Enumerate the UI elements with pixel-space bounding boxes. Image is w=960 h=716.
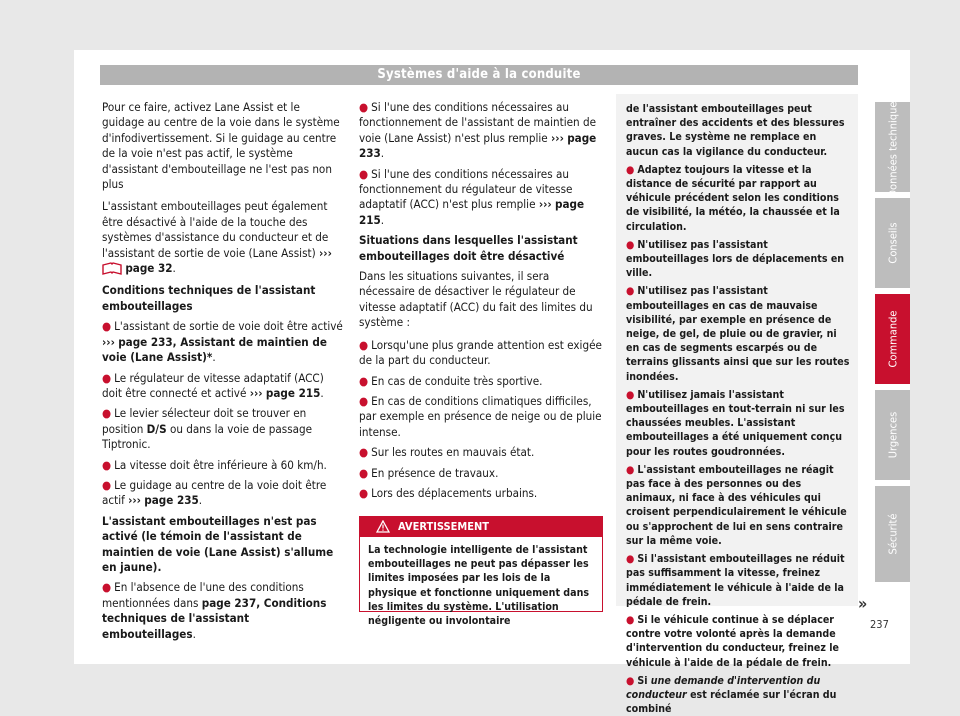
list-item: ● Si l'une des conditions nécessaires au fonctionnement de l'assistant de maintien de voie (Lane Assist) n'est plus remplie ››› page 233. xyxy=(359,100,597,161)
list-item: ● L'assistant embouteillages ne réagit pas face à des personnes ou des animaux, ni face à des véhicules qui croisent perpendiculairement le véhicule ou s'approchent de lui en sens contraire sur la même voie. xyxy=(626,463,847,547)
warning-box xyxy=(359,516,603,628)
list-item: ● En l'absence de l'une des conditions mentionnées dans page 237, Conditions techniques de l'assistant embouteillages. xyxy=(102,580,327,641)
list-item: ● Le régulateur de vitesse adaptatif (ACC) doit être connecté et activé ››› page 215. xyxy=(102,370,324,400)
paragraph: Pour ce faire, activez Lane Assist et le guidage au centre de la voie dans le système d'infodivertissement. Si le guidage au centre de la voie n'est pas actif, le système d'assistant d'embouteillage ne l'est pas non plus xyxy=(102,100,340,192)
list-item: ● Le levier sélecteur doit se trouver en position D/S ou dans la voie de passage Tiptronic. xyxy=(102,406,313,452)
list-item: ● Adaptez toujours la vitesse et la distance de sécurité par rapport au véhicule précédent selon les conditions de visibilité, la météo, la chaussée et la circulation. xyxy=(626,163,840,233)
tab-urgences[interactable]: Urgences xyxy=(875,390,910,480)
list-item: ● En présence de travaux. xyxy=(359,465,499,480)
list-item: ● Si l'assistant embouteillages ne réduit pas suffisamment la vitesse, freinez immédiatement le véhicule à l'aide de la pédale de frein. xyxy=(626,553,845,608)
section-heading: L'assistant embouteillages n'est pas activé (le témoin de l'assistant de maintien de voie (Lane Assist) s'allume en jaune). xyxy=(102,513,334,574)
list-item: ● En cas de conduite très sportive. xyxy=(359,373,543,388)
warning-continuation xyxy=(616,94,858,716)
tab-commande[interactable]: Commande xyxy=(875,294,910,384)
column-2 xyxy=(359,100,602,506)
warning-text: La technologie intelligente de l'assistant embouteillages ne peut pas dépasser les limites imposées par les lois de la physique et fonctionne uniquement dans les limites du système. L'utilisation négligente ou involontaire xyxy=(368,544,590,628)
paragraph: L'assistant embouteillages peut également être désactivé à l'aide de la touche des systèmes d'assistance du conducteur et de l'assistant de sortie de voie (Lane Assist) ››› page 32. xyxy=(102,199,332,276)
list-item: ● Lorsqu'une plus grande attention est exigée de la part du conducteur. xyxy=(359,337,602,368)
tab-donnees-techniques[interactable]: Données techniques xyxy=(875,102,910,192)
list-item: ● Si le véhicule continue à se déplacer contre votre volonté après la demande d'intervention du conducteur, freinez le véhicule à l'aide de la pédale de frein. xyxy=(626,613,839,669)
list-item: ● N'utilisez jamais l'assistant embouteillages en tout-terrain ni sur les chaussées meubles. L'assistant embouteillages a été uniquement conçu pour les routes goudronnées. xyxy=(626,388,845,458)
list-item: ● Lors des déplacements urbains. xyxy=(359,485,538,500)
tab-conseils[interactable]: Conseils xyxy=(875,198,910,288)
list-item: ● N'utilisez pas l'assistant embouteillages en cas de mauvaise visibilité, par exemple en présence de neige, de gel, de pluie ou de gravier, ni en cas de segments escarpés ou de terrains glissants ainsi que sur les routes inondées. xyxy=(626,285,850,383)
list-item: ● La vitesse doit être inférieure à 60 km/h. xyxy=(102,457,327,472)
warning-header: AVERTISSEMENT xyxy=(360,517,602,537)
section-heading: Situations dans lesquelles l'assistant embouteillages doit être désactivé xyxy=(359,233,578,263)
list-item: ● Le guidage au centre de la voie doit être actif ››› page 235. xyxy=(102,477,327,508)
tab-securite[interactable]: Sécurité xyxy=(875,486,910,582)
section-heading: Conditions techniques de l'assistant embouteillages xyxy=(102,283,316,313)
page-header: Systèmes d'aide à la conduite xyxy=(100,65,858,85)
continue-marker: » xyxy=(858,594,868,613)
list-item: ● En cas de conditions climatiques difficiles, par exemple en présence de neige ou de pluie intense. xyxy=(359,393,602,439)
list-item: ● L'assistant de sortie de voie doit être activé ››› page 233, Assistant de maintien de voie (Lane Assist)*. xyxy=(102,319,343,365)
warning-triangle-icon xyxy=(376,520,390,533)
list-item: ● N'utilisez pas l'assistant embouteillages lors de déplacements en ville. xyxy=(626,238,845,280)
list-item: ● Sur les routes en mauvais état. xyxy=(359,445,535,460)
paragraph: Dans les situations suivantes, il sera nécessaire de désactiver le régulateur de vitesse adaptatif (ACC) du fait des limites du système : xyxy=(359,269,593,330)
page-number: 237 xyxy=(870,618,889,631)
list-item: ● Si une demande d'intervention du conducteur est réclamée sur l'écran du combiné xyxy=(626,674,837,716)
book-reference-icon xyxy=(102,262,122,275)
list-item: ● Si l'une des conditions nécessaires au fonctionnement du régulateur de vitesse adaptatif (ACC) n'est plus remplie ››› page 215. xyxy=(359,166,585,227)
column-1 xyxy=(102,100,345,647)
warning-text: de l'assistant embouteillages peut entraîner des accidents et des blessures graves. Le système ne remplace en aucun cas la vigilance du conducteur. xyxy=(626,103,845,158)
